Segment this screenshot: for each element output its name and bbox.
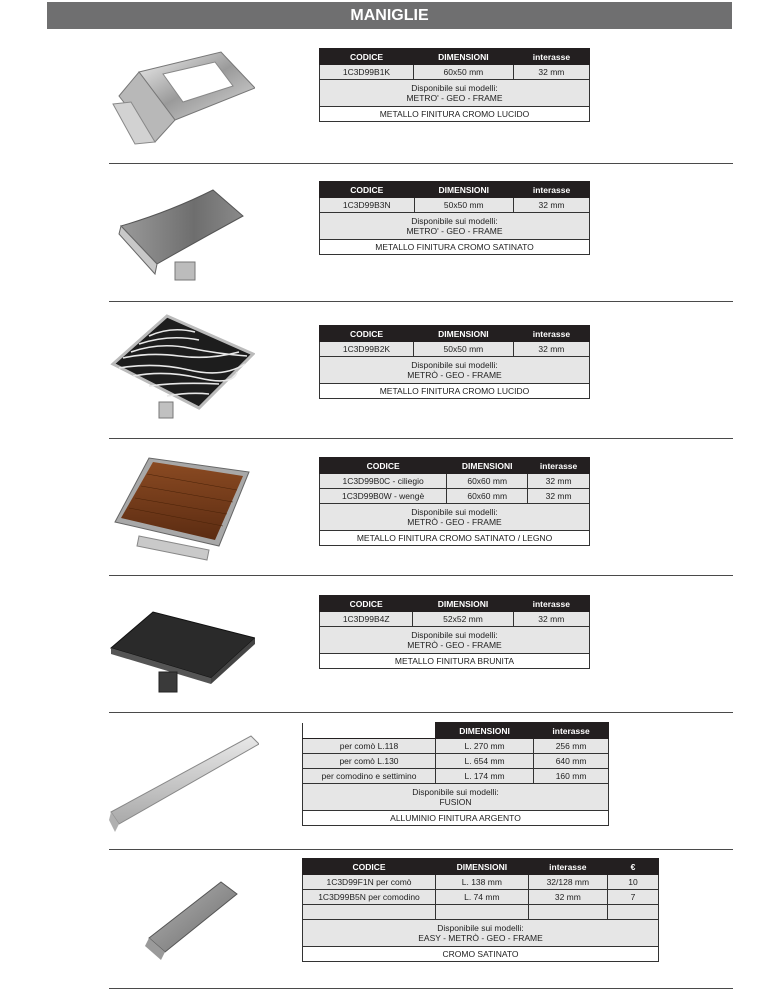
- finish-label: METALLO FINITURA CROMO LUCIDO: [320, 384, 590, 399]
- col-header: CODICE: [320, 596, 413, 612]
- col-header: interasse: [513, 596, 589, 612]
- price: 10: [608, 875, 659, 890]
- aluminium-bar-handle-image: [109, 726, 259, 836]
- satin-chrome-bar-handle-image: [109, 870, 249, 970]
- spec-table-4: [319, 457, 590, 546]
- variant-label: per comò L.118: [303, 739, 436, 754]
- col-header: interasse: [514, 182, 590, 198]
- dimensions: 52x52 mm: [413, 612, 513, 627]
- finish-label: METALLO FINITURA CROMO SATINATO / LEGNO: [320, 531, 590, 546]
- hole-spacing: 256 mm: [534, 739, 609, 754]
- page-title: MANIGLIE: [47, 2, 732, 29]
- dimensions: 60x50 mm: [413, 65, 513, 80]
- models-cell: Disponibile sui modelli: EASY - METRÒ - GEO - FRAME: [303, 920, 659, 947]
- col-header: DIMENSIONI: [413, 49, 513, 65]
- hole-spacing: 32/128 mm: [528, 875, 607, 890]
- product-code: 1C3D99B0W - wengè: [320, 489, 447, 504]
- col-header: €: [608, 859, 659, 875]
- models-cell: Disponibile sui modelli: METRO' - GEO - FRAME: [320, 80, 590, 107]
- variant-label: per comò L.130: [303, 754, 436, 769]
- hole-spacing: 640 mm: [534, 754, 609, 769]
- finish-label: CROMO SATINATO: [303, 947, 659, 962]
- col-header: CODICE: [320, 49, 414, 65]
- col-header: interasse: [528, 458, 590, 474]
- models-cell: Disponibile sui modelli: FUSION: [303, 784, 609, 811]
- zebra-pattern-knob-image: [109, 312, 255, 422]
- col-header: interasse: [528, 859, 607, 875]
- col-header: CODICE: [303, 859, 436, 875]
- col-header: DIMENSIONI: [436, 723, 534, 739]
- models-cell: Disponibile sui modelli: METRÒ - GEO - FRAME: [320, 504, 590, 531]
- dimensions: 60x60 mm: [447, 474, 528, 489]
- product-code: 1C3D99B4Z: [320, 612, 413, 627]
- hole-spacing: 32 mm: [513, 65, 589, 80]
- empty-cell: [528, 905, 607, 920]
- hole-spacing: 32 mm: [514, 198, 590, 213]
- models-cell: Disponibile sui modelli: METRÒ - GEO - FRAME: [320, 627, 590, 654]
- dimensions: L. 138 mm: [436, 875, 529, 890]
- row-divider: [109, 438, 733, 439]
- spec-table-7: [302, 858, 659, 962]
- row-divider: [109, 163, 733, 164]
- row-divider: [109, 988, 733, 989]
- dimensions: L. 74 mm: [436, 890, 529, 905]
- dimensions: 50x50 mm: [413, 342, 513, 357]
- col-header: DIMENSIONI: [414, 182, 514, 198]
- col-header: interasse: [513, 49, 589, 65]
- spec-table-1: [319, 48, 590, 122]
- dimensions: 60x60 mm: [447, 489, 528, 504]
- empty-cell: [303, 905, 436, 920]
- product-code: 1C3D99B1K: [320, 65, 414, 80]
- col-header: DIMENSIONI: [447, 458, 528, 474]
- dimensions: L. 174 mm: [436, 769, 534, 784]
- hole-spacing: 32 mm: [528, 489, 590, 504]
- col-header: CODICE: [320, 458, 447, 474]
- wood-inlay-knob-image: [109, 452, 253, 564]
- row-divider: [109, 575, 733, 576]
- burnished-plate-handle-image: [109, 608, 255, 696]
- row-divider: [109, 712, 733, 713]
- row-divider: [109, 849, 733, 850]
- models-cell: Disponibile sui modelli: METRO' - GEO - FRAME: [320, 213, 590, 240]
- finish-label: ALLUMINIO FINITURA ARGENTO: [303, 811, 609, 826]
- col-header: DIMENSIONI: [436, 859, 529, 875]
- empty-cell: [436, 905, 529, 920]
- spec-table-2: [319, 181, 590, 255]
- hole-spacing: 32 mm: [513, 612, 589, 627]
- product-code: 1C3D99B0C - ciliegio: [320, 474, 447, 489]
- dimensions: L. 654 mm: [436, 754, 534, 769]
- models-cell: Disponibile sui modelli: METRÒ - GEO - FRAME: [320, 357, 590, 384]
- hole-spacing: 32 mm: [513, 342, 589, 357]
- row-divider: [109, 301, 733, 302]
- dimensions: 50x50 mm: [414, 198, 514, 213]
- product-code: 1C3D99B5N per comodino: [303, 890, 436, 905]
- price: 7: [608, 890, 659, 905]
- curved-plate-handle-image: [109, 182, 245, 284]
- col-header: DIMENSIONI: [413, 596, 513, 612]
- col-header: DIMENSIONI: [413, 326, 513, 342]
- hole-spacing: 160 mm: [534, 769, 609, 784]
- product-code: 1C3D99B2K: [320, 342, 414, 357]
- dimensions: L. 270 mm: [436, 739, 534, 754]
- col-header: CODICE: [320, 326, 414, 342]
- finish-label: METALLO FINITURA CROMO LUCIDO: [320, 107, 590, 122]
- hole-spacing: 32 mm: [528, 890, 607, 905]
- empty-cell: [608, 905, 659, 920]
- col-header: interasse: [534, 723, 609, 739]
- spec-table-3: [319, 325, 590, 399]
- col-header: interasse: [513, 326, 589, 342]
- variant-label: per comodino e settimino: [303, 769, 436, 784]
- product-code: 1C3D99F1N per comò: [303, 875, 436, 890]
- spec-table-6: [302, 722, 609, 826]
- spec-table-5: [319, 595, 590, 669]
- square-frame-handle-image: [109, 44, 255, 148]
- hole-spacing: 32 mm: [528, 474, 590, 489]
- product-code: 1C3D99B3N: [320, 198, 415, 213]
- finish-label: METALLO FINITURA CROMO SATINATO: [320, 240, 590, 255]
- col-header: [303, 723, 436, 739]
- col-header: CODICE: [320, 182, 415, 198]
- finish-label: METALLO FINITURA BRUNITA: [320, 654, 590, 669]
